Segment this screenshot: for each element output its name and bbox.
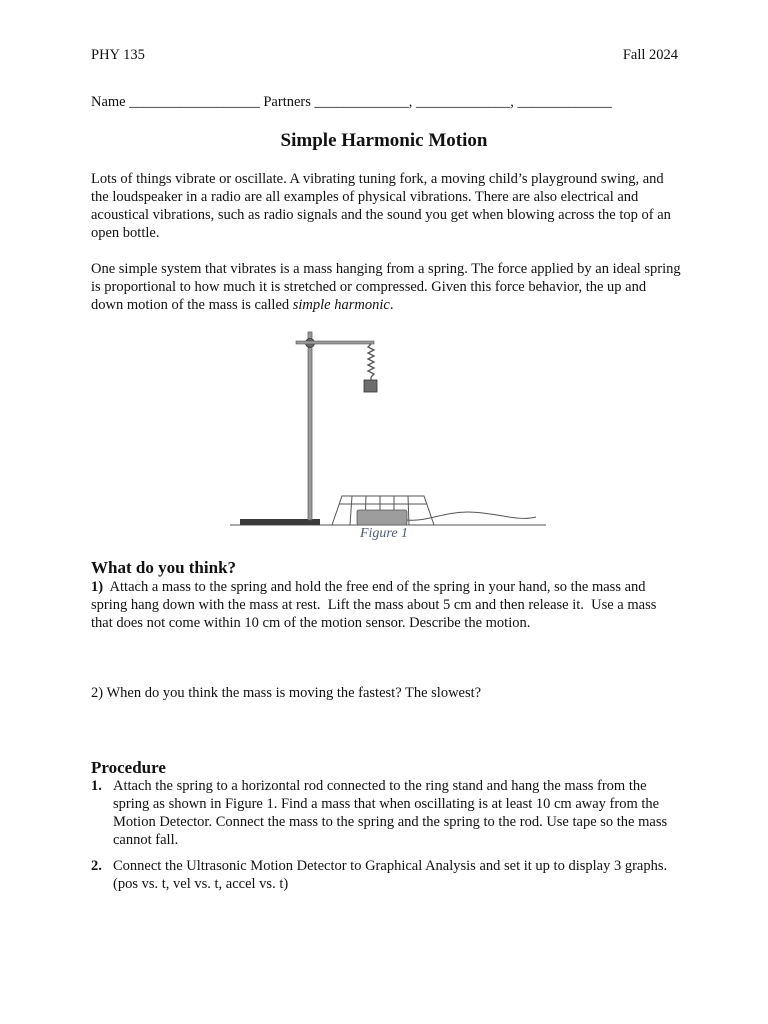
course-code: PHY 135 bbox=[91, 47, 145, 63]
procedure-step-number: 1. bbox=[91, 778, 102, 794]
hanging-mass bbox=[364, 380, 377, 392]
procedure-step-number: 2. bbox=[91, 858, 102, 874]
detector-cable bbox=[407, 512, 536, 520]
page-title: Simple Harmonic Motion bbox=[280, 130, 488, 151]
procedure-step bbox=[91, 777, 681, 849]
procedure-heading: Procedure bbox=[91, 758, 166, 777]
motion-detector bbox=[357, 510, 407, 525]
question-1-text: Attach a mass to the spring and hold the free end of the spring in your hand, so the mass and spring hang down with the mass at rest. Lift the mass about 5 cm and then release it. Use a mass that does not come within 10 cm of the motion sensor. Describe the motion. bbox=[91, 579, 660, 631]
simple-harmonic-emphasis: simple harmonic bbox=[292, 297, 390, 313]
figure-caption: Figure 1 bbox=[359, 526, 409, 541]
what-do-you-think-heading: What do you think? bbox=[91, 558, 237, 577]
spring-paragraph-end: . bbox=[389, 297, 394, 313]
spring-paragraph bbox=[91, 260, 681, 314]
question-2: 2) When do you think the mass is moving the fastest? The slowest? bbox=[91, 685, 482, 701]
figure-1-apparatus bbox=[228, 328, 548, 534]
name-partners-line: Name __________________ Partners _____________, _____________, _____________ bbox=[91, 94, 612, 110]
procedure-steps bbox=[91, 777, 681, 901]
procedure-step-text: Attach the spring to a horizontal rod connected to the ring stand and hang the mass from the spring as shown in Figure 1. Find a mass that when oscillating is at least 10 cm away from the Motion Detector. Connect the mass to the spring and the spring to the rod. Use tape so the mass cannot fall. bbox=[113, 778, 668, 848]
spring-paragraph-text: One simple system that vibrates is a mass hanging from a spring. The force applied by an ideal spring is proportional to how much it is stretched or compressed. Given this force behavior, the up and down motion of the mass is called bbox=[91, 261, 681, 313]
spring bbox=[368, 344, 374, 377]
question-1 bbox=[91, 578, 681, 632]
procedure-step bbox=[91, 857, 681, 893]
horizontal-rod bbox=[296, 341, 374, 344]
intro-paragraph: Lots of things vibrate or oscillate. A vibrating tuning fork, a moving child’s playground swing, and the loudspeaker in a radio are all examples of physical vibrations. There are also electrical and acoustical vibrations, such as radio signals and the sound you get when blowing across the top of an open bottle. bbox=[91, 171, 671, 241]
stand-rod bbox=[308, 332, 312, 520]
procedure-step-text: Connect the Ultrasonic Motion Detector to Graphical Analysis and set it up to display 3 graphs. (pos vs. t, vel vs. t, accel vs. t) bbox=[113, 858, 668, 892]
term: Fall 2024 bbox=[622, 47, 678, 63]
question-1-number: 1) bbox=[91, 579, 104, 595]
